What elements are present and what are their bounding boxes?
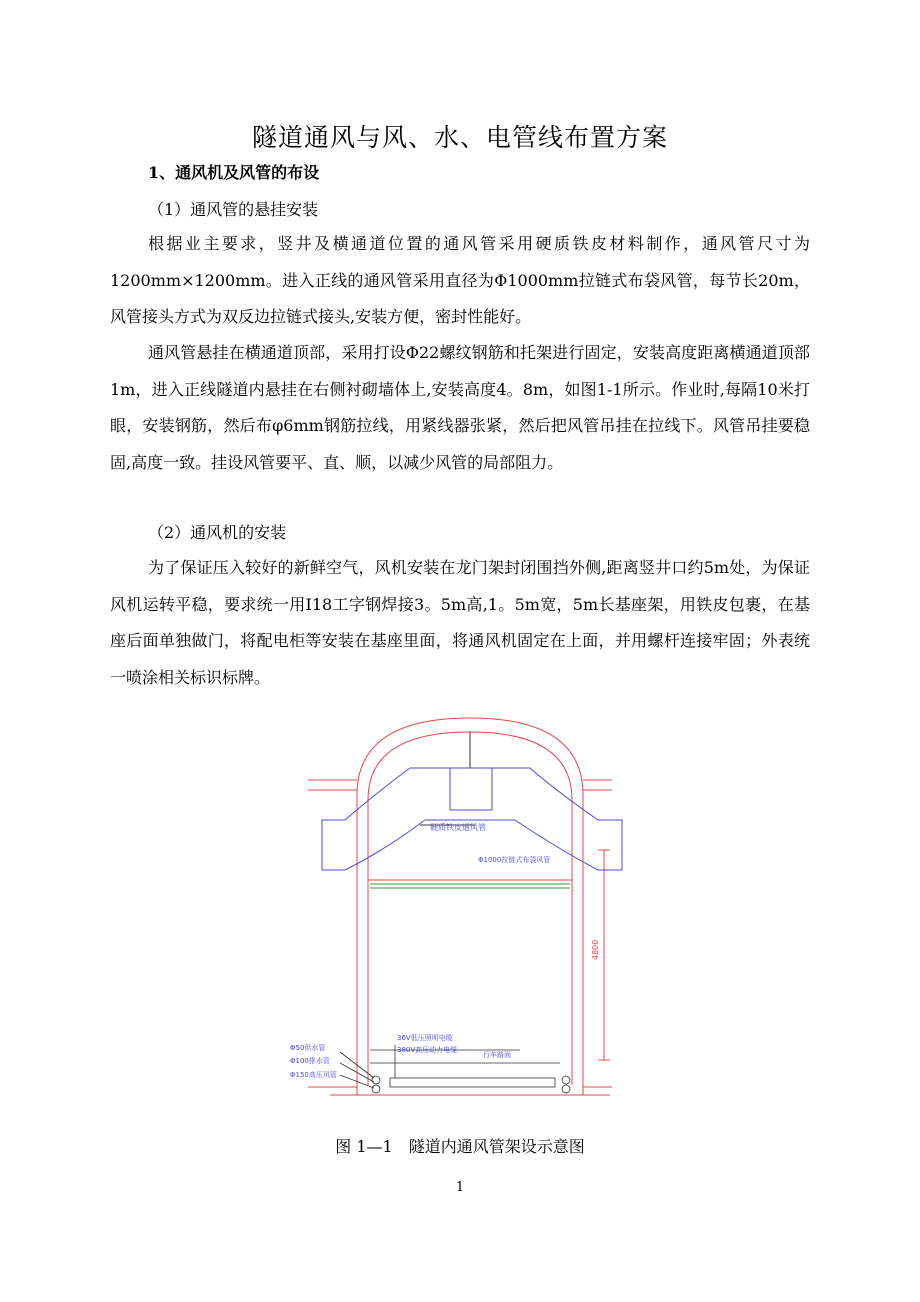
paragraph-2: 通风管悬挂在横通道顶部，采用打设Φ22螺纹钢筋和托架进行固定，安装高度距离横通道顶部1m，进入正线隧道内悬挂在右侧衬砌墙体上,安装高度4。8m，如图1-1所示。作业时,每隔10米打眼，安装钢筋，然后布φ6mm钢筋拉线，用紧线器张紧，然后把风管吊挂在拉线下。风管吊挂要稳固,高度一致。挂设风管要平、直、顺，以减少风管的局部阻力。 <box>110 343 810 472</box>
document-title: 隧道通风与风、水、电管线布置方案 <box>251 123 668 152</box>
label-pipe-2: Φ100排水管 <box>290 1057 330 1065</box>
label-pipe-3: Φ150高压风管 <box>290 1071 337 1079</box>
section-heading: 1、通风机及风管的布设 <box>148 163 320 182</box>
track-bed <box>340 1045 570 1093</box>
label-pipe-1: Φ50供水管 <box>290 1044 326 1052</box>
paragraph-1: 根据业主要求，竖井及横通道位置的通风管采用硬质铁皮材料制作，通风管尺寸为1200mm×1200mm。进入正线的通风管采用直径为Φ1000mm拉链式布袋风管，每节长20m，风管接头方式为双反边拉链式接头,安装方便，密封性能好。 <box>110 234 810 326</box>
label-cable-2: 380V高压动力电缆 <box>397 1046 458 1054</box>
figure-caption: 图 1—1 隧道内通风管架设示意图 <box>335 1137 585 1156</box>
hard-duct <box>322 768 622 870</box>
subsection-heading-1: （1）通风管的悬挂安装 <box>148 200 319 219</box>
label-cloth-duct: Φ1000拉链式布袋风管 <box>478 856 551 864</box>
paragraph-3: 为了保证压入较好的新鲜空气，风机安装在龙门架封闭围挡外侧,距离竖井口约5m处，为保证风机运转平稳，要求统一用I18工字钢焊接3。5m高,1。5m宽，5m长基座架，用铁皮包裹，在基座后面单独做门，将配电柜等安装在基座里面，将通风机固定在上面，并用螺杆连接牢固；外表统一喷涂相关标识标牌。 <box>110 558 810 687</box>
subsection-heading-2: （2）通风机的安装 <box>148 523 287 542</box>
page-number: 1 <box>455 1180 465 1195</box>
green-rail <box>370 884 570 888</box>
tunnel-outline <box>308 718 612 1095</box>
label-road: 行车路面 <box>483 1051 511 1059</box>
label-height: 4800 <box>591 939 600 960</box>
label-hard-duct: 硬质铁皮通风管 <box>430 823 486 832</box>
label-cable-1: 36V低压照明电缆 <box>397 1034 453 1042</box>
